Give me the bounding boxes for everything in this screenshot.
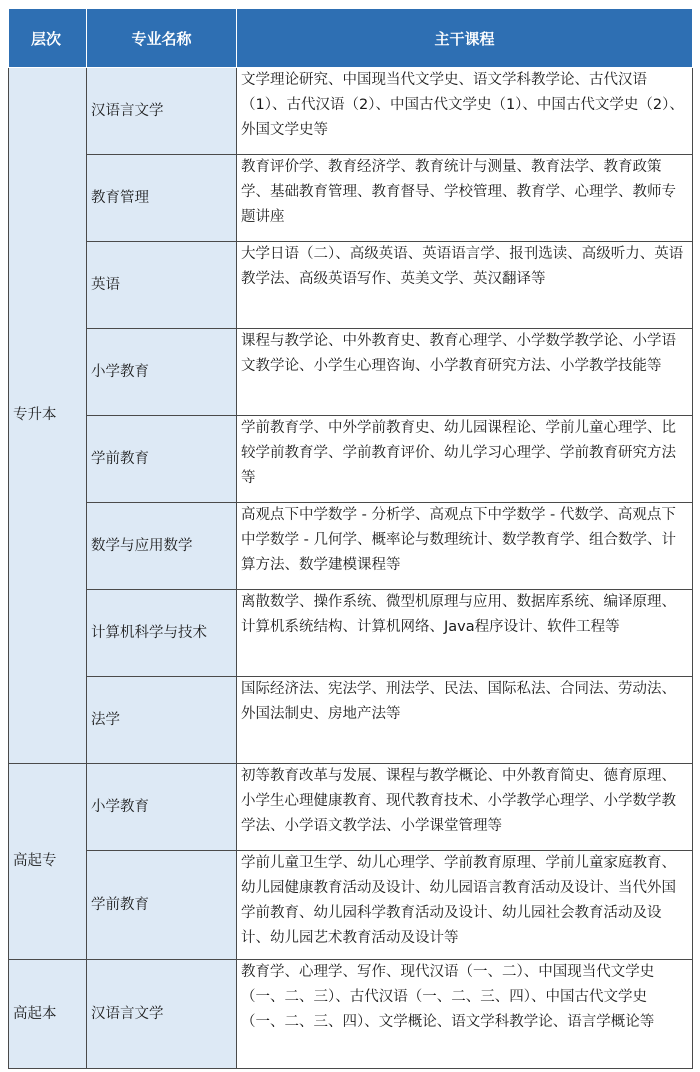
table-row: [9, 155, 693, 242]
table-row: [9, 68, 693, 155]
courses-cell: 文学理论研究、中国现当代文学史、语文学科教学论、古代汉语（1）、古代汉语（2）、中国古代文学史（1）、中国古代文学史（2）、外国文学史等: [237, 68, 693, 155]
table-row: [9, 590, 693, 677]
courses-cell: 学前儿童卫生学、幼儿心理学、学前教育原理、学前儿童家庭教育、幼儿园健康教育活动及设计、幼儿园语言教育活动及设计、当代外国学前教育、幼儿园科学教育活动及设计、幼儿园社会教育活动及设计、幼儿园艺术教育活动及设计等: [237, 851, 693, 960]
courses-cell: 离散数学、操作系统、微型机原理与应用、数据库系统、编译原理、计算机系统结构、计算机网络、Java程序设计、软件工程等: [237, 590, 693, 677]
courses-cell: 学前教育学、中外学前教育史、幼儿园课程论、学前儿童心理学、比较学前教育学、学前教育评价、幼儿学习心理学、学前教育研究方法等: [237, 416, 693, 503]
header-level: 层次: [9, 9, 87, 68]
table-row: [9, 503, 693, 590]
courses-cell: 大学日语（二）、高级英语、英语语言学、报刊选读、高级听力、英语教学法、高级英语写作、英美文学、英汉翻译等: [237, 242, 693, 329]
table-row: [9, 242, 693, 329]
major-cell: 小学教育: [87, 329, 237, 416]
major-cell: 学前教育: [87, 851, 237, 960]
table-row: [9, 416, 693, 503]
table-header-row: [9, 9, 693, 68]
table-row: [9, 851, 693, 960]
header-courses: 主干课程: [237, 9, 693, 68]
major-cell: 英语: [87, 242, 237, 329]
courses-cell: 教育学、心理学、写作、现代汉语（一、二）、中国现当代文学史（一、二、三）、古代汉语（一、二、三、四）、中国古代文学史（一、二、三、四）、文学概论、语文学科教学论、语言学概论等: [237, 960, 693, 1069]
table-row: [9, 960, 693, 1069]
header-major: 专业名称: [87, 9, 237, 68]
level-cell-gaoqizhuan: 高起专: [9, 764, 87, 960]
major-cell: 汉语言文学: [87, 68, 237, 155]
major-cell: 汉语言文学: [87, 960, 237, 1069]
courses-cell: 国际经济法、宪法学、刑法学、民法、国际私法、合同法、劳动法、外国法制史、房地产法等: [237, 677, 693, 764]
table-row: [9, 677, 693, 764]
courses-cell: 初等教育改革与发展、课程与教学概论、中外教育简史、德育原理、小学生心理健康教育、现代教育技术、小学教学心理学、小学数学教学法、小学语文教学法、小学课堂管理等: [237, 764, 693, 851]
curriculum-table: [8, 8, 693, 1069]
table-row: [9, 329, 693, 416]
courses-cell: 高观点下中学数学 - 分析学、高观点下中学数学 - 代数学、高观点下中学数学 - 几何学、概率论与数理统计、数学教育学、组合数学、计算方法、数学建模课程等: [237, 503, 693, 590]
major-cell: 法学: [87, 677, 237, 764]
major-cell: 计算机科学与技术: [87, 590, 237, 677]
major-cell: 教育管理: [87, 155, 237, 242]
level-cell-zhuanshengben: 专升本: [9, 68, 87, 764]
major-cell: 学前教育: [87, 416, 237, 503]
courses-cell: 教育评价学、教育经济学、教育统计与测量、教育法学、教育政策学、基础教育管理、教育督导、学校管理、教育学、心理学、教师专题讲座: [237, 155, 693, 242]
major-cell: 数学与应用数学: [87, 503, 237, 590]
table-row: [9, 764, 693, 851]
level-cell-gaoqiben: 高起本: [9, 960, 87, 1069]
major-cell: 小学教育: [87, 764, 237, 851]
courses-cell: 课程与教学论、中外教育史、教育心理学、小学数学教学论、小学语文教学论、小学生心理咨询、小学教育研究方法、小学教学技能等: [237, 329, 693, 416]
